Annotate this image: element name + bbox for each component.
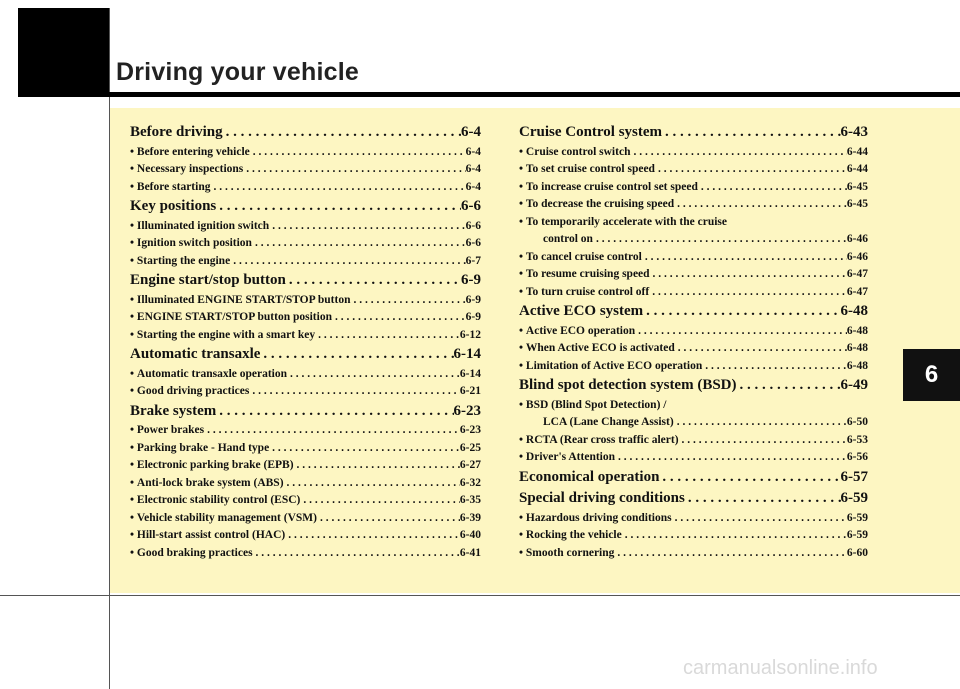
toc-entry-label: • To set cruise control speed (519, 163, 655, 175)
dot-leader (615, 451, 847, 463)
toc-entry-label: • Automatic transaxle operation (130, 368, 287, 380)
toc-entry-label: • Good driving practices (130, 385, 249, 397)
toc-section-entry[interactable] (130, 346, 481, 368)
watermark: carmanualsonline.info (683, 657, 878, 679)
dot-leader (252, 237, 466, 249)
toc-subentry[interactable] (130, 311, 481, 329)
toc-entry-label: • RCTA (Rear cross traffic alert) (519, 434, 679, 446)
toc-page-number: 6-25 (459, 441, 481, 454)
toc-page-number: 6-9 (461, 272, 481, 288)
dot-leader (622, 529, 847, 541)
dot-leader (204, 424, 460, 436)
toc-page-number: 6-12 (459, 328, 481, 341)
toc-subentry[interactable] (519, 342, 868, 360)
toc-subentry[interactable] (130, 385, 481, 403)
toc-subentry[interactable] (519, 268, 868, 286)
dot-leader (351, 294, 466, 306)
dot-leader (269, 442, 460, 454)
toc-page-number: 6-6 (461, 198, 481, 214)
dot-leader (675, 342, 847, 354)
dot-leader (655, 163, 847, 175)
toc-page-number: 6-39 (459, 511, 481, 524)
toc-subentry[interactable] (130, 163, 481, 181)
corner-block (18, 8, 109, 92)
dot-leader (642, 251, 847, 263)
toc-subentry[interactable] (130, 220, 481, 238)
toc-page-number: 6-4 (465, 145, 481, 158)
toc-entry-label: • ENGINE START/STOP button position (130, 311, 332, 323)
toc-page-number: 6-47 (846, 268, 868, 280)
dot-leader (635, 325, 847, 337)
toc-entry-label: • Active ECO operation (519, 325, 635, 337)
toc-entry-label: • Starting the engine (130, 255, 230, 267)
dot-leader (260, 346, 453, 363)
toc-page-number: 6-4 (465, 163, 481, 175)
toc-entry-label: • Hazardous driving conditions (519, 512, 672, 524)
toc-page-number: 6-7 (465, 254, 481, 267)
toc-entry-label: • Anti-lock brake system (ABS) (130, 477, 284, 489)
toc-entry-label: • Smooth cornering (519, 547, 614, 559)
toc-page-number: 6-6 (465, 219, 481, 232)
toc-entry-label: • To temporarily accelerate with the cruise (519, 216, 727, 228)
toc-entry-label: • Electronic parking brake (EPB) (130, 459, 294, 471)
toc-section-entry[interactable] (130, 198, 481, 220)
toc-page-number: 6-50 (846, 416, 868, 428)
toc-page-number: 6-45 (846, 180, 868, 193)
toc-page-number: 6-44 (846, 145, 868, 158)
toc-subentry[interactable] (130, 547, 481, 565)
dot-leader (674, 198, 847, 210)
toc-page-number: 6-43 (840, 124, 868, 140)
toc-entry-label: Before driving (130, 124, 223, 140)
dot-leader (250, 146, 466, 158)
toc-page-number: 6-4 (465, 180, 481, 193)
toc-entry-label: • Power brakes (130, 424, 204, 436)
dot-leader (643, 303, 840, 320)
toc-subentry[interactable] (130, 181, 481, 199)
dot-leader (698, 181, 847, 193)
toc-page-number: 6-53 (846, 433, 868, 446)
toc-entry-label: • Necessary inspections (130, 163, 243, 175)
toc-entry-label: • Good braking practices (130, 547, 253, 559)
toc-page-number: 6-14 (459, 367, 481, 380)
toc-subentry[interactable] (130, 255, 481, 273)
toc-entry-label: • To resume cruising speed (519, 268, 650, 280)
toc-subentry[interactable] (130, 237, 481, 255)
toc-page-number: 6-56 (846, 451, 868, 463)
toc-entry-label: • Cruise control switch (519, 146, 630, 158)
dot-leader (243, 163, 465, 175)
toc-subentry[interactable] (519, 251, 868, 269)
toc-subentry[interactable] (519, 286, 868, 304)
toc-subentry[interactable] (519, 146, 868, 164)
toc-page-number: 6-23 (453, 402, 481, 419)
toc-section-entry[interactable] (519, 469, 868, 491)
dot-leader (223, 124, 461, 141)
dot-leader (216, 198, 461, 215)
toc-subentry[interactable] (519, 451, 868, 469)
toc-page-number: 6-48 (846, 342, 868, 354)
toc-subentry[interactable] (519, 529, 868, 547)
toc-section-entry[interactable] (130, 403, 481, 425)
toc-subentry[interactable] (519, 325, 868, 343)
toc-entry-label: • Before entering vehicle (130, 146, 250, 158)
toc-page-number: 6-59 (846, 511, 868, 524)
dot-leader (702, 360, 847, 372)
toc-right-column (519, 124, 868, 564)
toc-subentry[interactable] (519, 512, 868, 530)
toc-entry-label: • BSD (Blind Spot Detection) / (519, 399, 666, 411)
dot-leader (286, 272, 461, 289)
toc-section-entry[interactable] (519, 377, 868, 399)
toc-entry-label: • Illuminated ignition switch (130, 220, 269, 232)
toc-entry-label: control on (543, 233, 593, 245)
dot-leader (300, 494, 460, 506)
toc-entry-label: • Vehicle stability management (VSM) (130, 512, 317, 524)
toc-entry-label: • Starting the engine with a smart key (130, 329, 315, 341)
dot-leader (315, 329, 460, 341)
toc-page-number: 6-9 (465, 311, 481, 323)
chapter-tab[interactable]: 6 (903, 349, 960, 401)
dot-leader (659, 469, 840, 486)
dot-leader (230, 255, 465, 267)
toc-entry-label: Special driving conditions (519, 490, 685, 506)
margin-line (109, 8, 110, 689)
toc-page-number: 6-46 (846, 233, 868, 245)
toc-entry-label: • Hill-start assist control (HAC) (130, 529, 285, 541)
dot-leader (674, 416, 847, 428)
toc-section-entry[interactable] (130, 272, 481, 294)
toc-entry-label: • Rocking the vehicle (519, 529, 622, 541)
toc-entry-label: • To increase cruise control set speed (519, 181, 698, 193)
toc-page-number: 6-40 (459, 529, 481, 541)
dot-leader (662, 124, 840, 141)
toc-entry-label: Engine start/stop button (130, 272, 286, 288)
toc-page-number: 6-44 (846, 163, 868, 175)
toc-subentry[interactable] (130, 494, 481, 512)
toc-page-number: 6-60 (846, 546, 868, 559)
toc-subentry[interactable] (519, 216, 868, 234)
toc-page-number: 6-27 (459, 459, 481, 471)
toc-page-number: 6-45 (846, 198, 868, 210)
toc-entry-label: Brake system (130, 402, 217, 419)
dot-leader (210, 181, 465, 193)
toc-page-number: 6-48 (846, 324, 868, 337)
toc-page-number: 6-4 (461, 124, 481, 140)
toc-subentry[interactable] (130, 424, 481, 442)
toc-entry-label: • Ignition switch position (130, 237, 252, 249)
toc-page-number: 6-32 (459, 476, 481, 489)
toc-section-entry[interactable] (519, 124, 868, 146)
toc-subentry[interactable] (519, 434, 868, 452)
toc-entry-label: • Illuminated ENGINE START/STOP button (130, 294, 351, 306)
toc-subentry[interactable] (519, 360, 868, 378)
toc-page-number: 6-57 (840, 468, 868, 485)
dot-leader (216, 403, 453, 420)
toc-subentry[interactable] (130, 368, 481, 386)
toc-subentry[interactable] (519, 399, 868, 417)
dot-leader (332, 311, 466, 323)
dot-leader (269, 220, 465, 232)
dot-leader (630, 146, 846, 158)
toc-entry-label: Blind spot detection system (BSD) (519, 377, 737, 393)
toc-subentry[interactable] (519, 233, 868, 251)
toc-entry-label: Key positions (130, 198, 217, 214)
toc-entry-label: • To turn cruise control off (519, 286, 649, 298)
toc-subentry[interactable] (130, 294, 481, 312)
toc-entry-label: Active ECO system (519, 303, 644, 319)
dot-leader (737, 377, 841, 394)
toc-subentry[interactable] (130, 329, 481, 347)
toc-section-entry[interactable] (519, 303, 868, 325)
page-title: Driving your vehicle (116, 58, 359, 86)
toc-subentry[interactable] (519, 547, 868, 565)
toc-entry-label: • When Active ECO is activated (519, 342, 675, 354)
dot-leader (679, 434, 847, 446)
toc-subentry[interactable] (130, 477, 481, 495)
toc-entry-label: • Parking brake - Hand type (130, 442, 269, 454)
toc-entry-label: Economical operation (519, 468, 660, 485)
dot-leader (317, 512, 460, 524)
toc-entry-label: • Electronic stability control (ESC) (130, 494, 300, 506)
dot-leader (253, 547, 460, 559)
dot-leader (284, 477, 460, 489)
toc-page-number: 6-21 (459, 385, 481, 397)
dot-leader (593, 233, 847, 245)
toc-page-number: 6-47 (846, 285, 868, 298)
toc-entry-label: • To decrease the cruising speed (519, 198, 674, 210)
toc-subentry[interactable] (519, 181, 868, 199)
toc-page-number: 6-35 (459, 494, 481, 506)
toc-subentry[interactable] (130, 512, 481, 530)
dot-leader (685, 490, 841, 507)
toc-page-number: 6-48 (846, 359, 868, 372)
bottom-rule (0, 595, 960, 596)
toc-entry-label: • Limitation of Active ECO operation (519, 360, 702, 372)
toc-entry-label: Automatic transaxle (130, 346, 261, 362)
dot-leader (249, 385, 460, 397)
dot-leader (672, 512, 847, 524)
toc-entry-label: • Before starting (130, 181, 210, 193)
toc-page-number: 6-9 (465, 293, 481, 306)
toc-page-number: 6-6 (465, 237, 481, 249)
toc-page-number: 6-49 (840, 377, 868, 393)
toc-section-entry[interactable] (519, 490, 868, 512)
toc-page-number: 6-59 (840, 490, 868, 506)
toc-subentry[interactable] (130, 146, 481, 164)
dot-leader (294, 459, 460, 471)
toc-subentry[interactable] (519, 163, 868, 181)
toc-subentry[interactable] (130, 529, 481, 547)
dot-leader (285, 529, 460, 541)
toc-entry-label: • To cancel cruise control (519, 251, 642, 263)
toc-entry-label: • Driver's Attention (519, 451, 615, 463)
dot-leader (287, 368, 460, 380)
dot-leader (650, 268, 847, 280)
toc-page-number: 6-59 (846, 529, 868, 541)
toc-subentry[interactable] (519, 198, 868, 216)
toc-entry-label: LCA (Lane Change Assist) (543, 416, 674, 428)
toc-page-number: 6-23 (459, 424, 481, 436)
toc-section-entry[interactable] (130, 124, 481, 146)
toc-entry-label: Cruise Control system (519, 124, 663, 140)
toc-subentry[interactable] (130, 459, 481, 477)
toc-left-column (130, 124, 481, 564)
toc-page-number: 6-48 (840, 303, 868, 319)
dot-leader (649, 286, 847, 298)
toc-subentry[interactable] (519, 416, 868, 434)
toc-page-number: 6-14 (453, 346, 481, 362)
toc-page-number: 6-41 (459, 546, 481, 559)
title-rule (18, 92, 960, 97)
toc-subentry[interactable] (130, 442, 481, 460)
toc-page-number: 6-46 (846, 250, 868, 263)
dot-leader (614, 547, 847, 559)
